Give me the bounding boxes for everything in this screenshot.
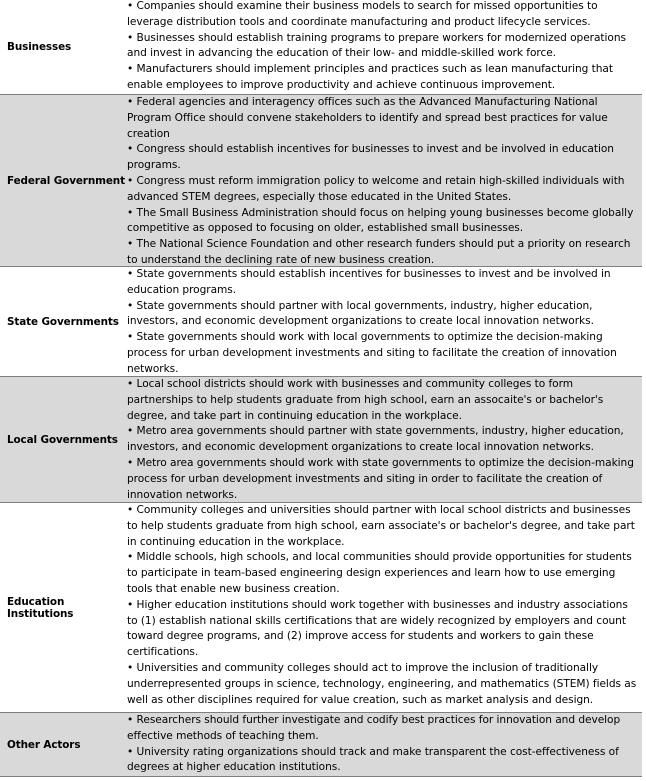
table-row-local-governments bbox=[0, 377, 642, 503]
table-row-state-governments bbox=[0, 267, 642, 377]
list-item bbox=[127, 174, 639, 206]
bullet-icon: • bbox=[127, 238, 134, 251]
list-item-text: State governments should work with local governments to optimize the decision-making process for urban development investments and siting to facilitate the creation of innovation networks. bbox=[127, 331, 617, 375]
list-item bbox=[127, 206, 639, 238]
list-item bbox=[127, 142, 639, 174]
list-item-text: Federal agencies and interagency offices such as the Advanced Manufacturing National Program Office should convene stakeholders to identify and spread best practices for value creation bbox=[127, 96, 608, 140]
recommendations-cell bbox=[125, 267, 642, 376]
table-row-other-actors bbox=[0, 713, 642, 777]
list-item bbox=[127, 598, 639, 661]
list-item bbox=[127, 424, 639, 456]
bullet-icon: • bbox=[127, 456, 134, 469]
actor-label: Local Governments bbox=[7, 433, 118, 446]
list-item-text: Congress should establish incentives for businesses to invest and be involved in education programs. bbox=[127, 143, 614, 172]
bullet-icon: • bbox=[127, 745, 134, 758]
list-item bbox=[127, 503, 639, 550]
bullet-icon: • bbox=[127, 96, 134, 108]
table-row-education-institutions bbox=[0, 503, 642, 713]
bullet-icon: • bbox=[127, 425, 134, 438]
recommendations-cell bbox=[125, 503, 642, 712]
actor-label: Businesses bbox=[7, 41, 72, 53]
list-item-text: The Small Business Administration should focus on helping young businesses become globally competitive as opposed to focusing on older, established small businesses. bbox=[127, 206, 634, 235]
bullet-icon: • bbox=[127, 143, 134, 156]
list-item-text: State governments should partner with local governments, industry, higher education, investors, and economic development organizations to create local innovation networks. bbox=[127, 299, 594, 328]
bullet-icon: • bbox=[127, 299, 134, 312]
actor-label: Other Actors bbox=[7, 738, 81, 751]
list-item bbox=[127, 237, 639, 267]
bullet-icon: • bbox=[127, 0, 134, 12]
list-item bbox=[127, 745, 639, 777]
list-item bbox=[127, 267, 639, 299]
table-row-businesses bbox=[0, 0, 642, 95]
bullet-icon: • bbox=[127, 504, 134, 516]
list-item bbox=[127, 330, 639, 377]
recommendations-cell bbox=[125, 0, 642, 94]
list-item bbox=[127, 377, 639, 424]
actor-label: Education Institutions bbox=[7, 595, 74, 620]
list-item bbox=[127, 661, 639, 708]
list-item bbox=[127, 0, 639, 31]
bullet-icon: • bbox=[127, 268, 134, 280]
table-row-federal-government bbox=[0, 95, 642, 267]
list-item-text: Metro area governments should work with state governments to optimize the decision-making process for urban development investments and siting in order to facilitate the creation of innovation networks. bbox=[127, 456, 634, 501]
list-item-text: Businesses should establish training programs to prepare workers for modernized operations and invest in advancing the education of their low- and middle-skilled work force. bbox=[127, 31, 626, 60]
actor-label: State Governments bbox=[7, 315, 119, 328]
list-item-text: Manufacturers should implement principles and practices such as lean manufacturing that enable employees to improve productivity and achieve continuous improvement. bbox=[127, 63, 613, 91]
recommendations-cell bbox=[125, 377, 642, 502]
list-item-text: The National Science Foundation and other research funders should put a priority on research to understand the declining rate of new business creation. bbox=[127, 238, 631, 266]
bullet-icon: • bbox=[127, 378, 134, 390]
list-item-text: Community colleges and universities should partner with local school districts and businesses to help students graduate from high school, earn associate's or bachelor's degree, and take part in continuing education in the workplace. bbox=[127, 504, 635, 548]
list-item bbox=[127, 299, 639, 331]
list-item-text: Metro area governments should partner with state governments, industry, higher education, investors, and economic development organizations to create local innovation networks. bbox=[127, 425, 624, 454]
bullet-icon: • bbox=[127, 551, 134, 564]
bullet-icon: • bbox=[127, 714, 134, 726]
bullet-icon: • bbox=[127, 206, 134, 219]
list-item-text: University rating organizations should track and make transparent the cost-effectiveness of degrees at higher education institutions. bbox=[127, 745, 619, 774]
list-item-text: Higher education institutions should work together with businesses and industry associations to (1) establish national skills certifications that are widely recognized by employers and count toward degree programs, and (2) improve access for students and workers to gain these certifications. bbox=[127, 598, 628, 659]
bullet-icon: • bbox=[127, 661, 134, 674]
list-item-text: Companies should examine their business models to search for missed opportunities to leverage distribution tools and coordinate manufacturing and product lifecycle services. bbox=[127, 0, 598, 28]
bullet-icon: • bbox=[127, 31, 134, 44]
actor-label: Federal Government bbox=[7, 174, 125, 187]
list-item bbox=[127, 550, 639, 597]
list-item bbox=[127, 62, 639, 94]
list-item-text: Local school districts should work with businesses and community colleges to form partnerships to help students graduate from high school, earn an assocaite's or bachelor's degree, and take part in continuing education in the workplace. bbox=[127, 378, 604, 422]
list-item bbox=[127, 456, 639, 503]
bullet-icon: • bbox=[127, 63, 134, 76]
list-item bbox=[127, 31, 639, 63]
list-item-text: State governments should establish incentives for businesses to invest and be involved in education programs. bbox=[127, 268, 611, 296]
list-item-text: Middle schools, high schools, and local communities should provide opportunities for students to participate in team-based engineering design experiences and learn how to use emerging tools that enable new business creation. bbox=[127, 551, 632, 595]
list-item bbox=[127, 713, 639, 745]
bullet-icon: • bbox=[127, 174, 134, 187]
recommendations-cell bbox=[125, 713, 642, 776]
bullet-icon: • bbox=[127, 331, 134, 344]
recommendations-cell bbox=[125, 95, 642, 266]
list-item-text: Researchers should further investigate and codify best practices for innovation and develop effective methods of teaching them. bbox=[127, 714, 621, 742]
list-item-text: Universities and community colleges should act to improve the inclusion of traditionally underrepresented groups in science, technology, engineering, and mathematics (STEM) fields as well as other disciplines required for value creation, such as market analysis and design. bbox=[127, 661, 637, 706]
list-item-text: Congress must reform immigration policy to welcome and retain high-skilled individuals with advanced STEM degrees, especially those educated in the United States. bbox=[127, 174, 625, 203]
bullet-icon: • bbox=[127, 598, 134, 611]
list-item bbox=[127, 95, 639, 142]
